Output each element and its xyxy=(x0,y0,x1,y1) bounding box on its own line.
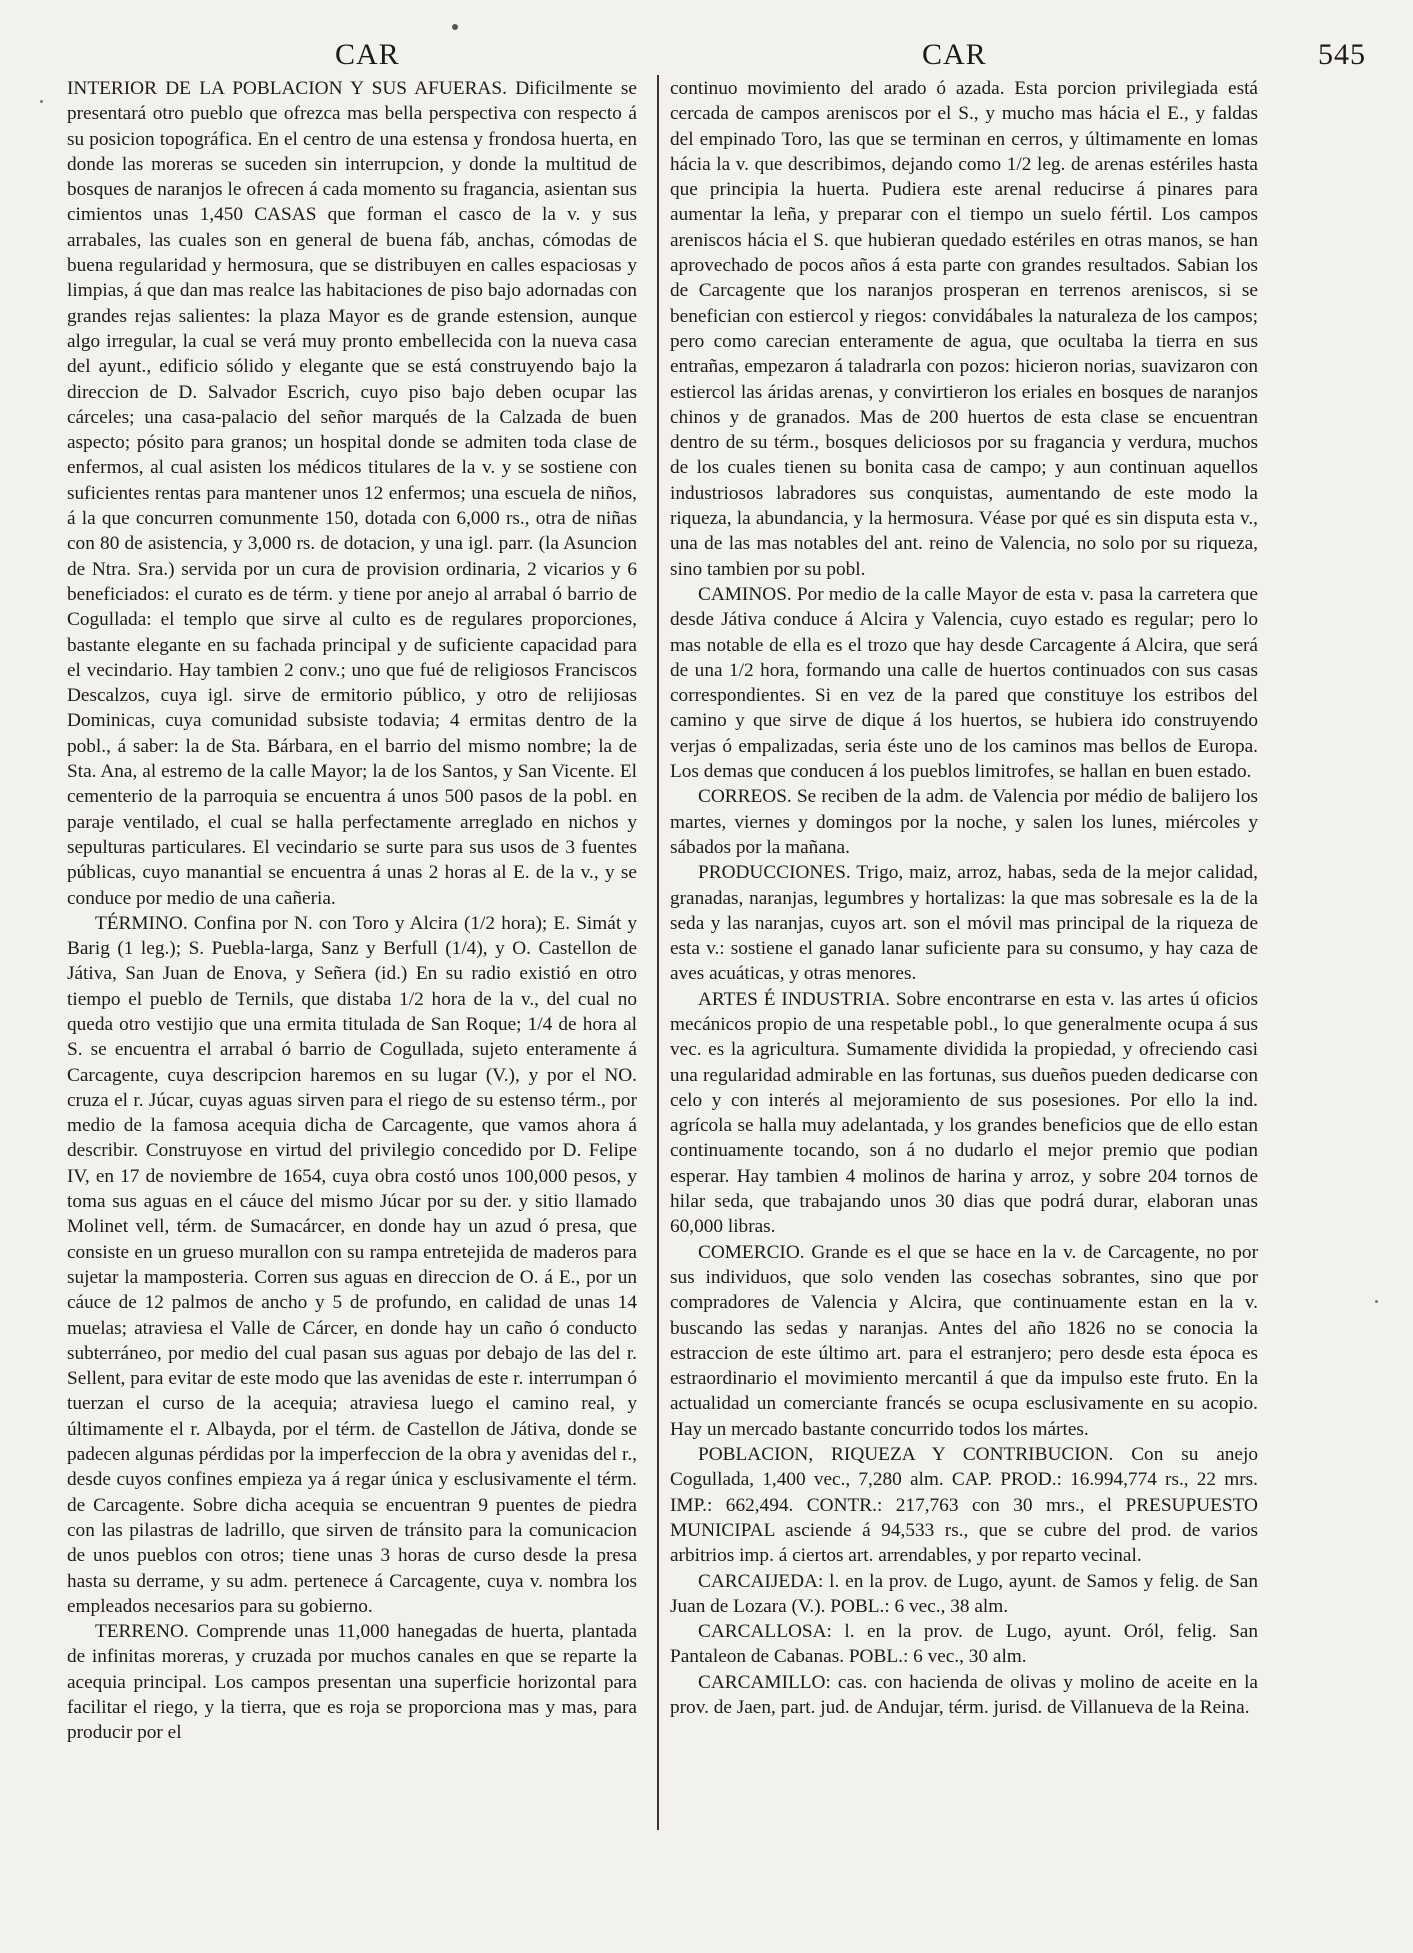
running-header-left: CAR xyxy=(335,38,400,71)
paragraph-termino: TÉRMINO. Confina por N. con Toro y Alcira (1/2 hora); E. Simát y Barig (1 leg.); S. Puebla-larga, Sanz y Berfull (1/4), y O. Castellon de Játiva, San Juan de Enova, y Señera (id.) En su radio existió en otro tiempo el pueblo de Ternils, que distaba 1/2 hora de la v., del cual no queda otro vestijio que una ermita titulada de San Roque; 1/4 de hora al S. se encuentra el arrabal ó barrio de Cogullada, sujeto enteramente á Carcagente, cuya descripcion haremos en su lugar (V.), y por el NO. cruza el r. Júcar, cuyas aguas sirven para el riego de su estenso térm., por medio de la famosa acequia dicha de Carcagente, que vamos ahora á describir. Construyose en virtud del privilegio concedido por D. Felipe IV, en 17 de noviembre de 1654, cuya obra costó unos 100,000 pesos, y toma sus aguas en el cáuce del mismo Júcar por su der. y sitio llamado Molinet vell, térm. de Sumacárcer, en donde hay un azud ó presa, que consiste en un grueso murallon con su rampa entretejida de maderos para sujetar la mamposteria. Corren sus aguas en direccion de O. á E., por un cáuce de 12 palmos de ancho y 5 de profundo, en calidad de unas 14 muelas; atraviesa el Valle de Cárcer, en donde hay un caño ó conducto subterráneo, por medio del cual pasan sus aguas por debajo de las del r. Sellent, para evitar de este modo que las avenidas de este r. interrumpan ó tuerzan el curso de la acequia; atraviesa luego el camino real, y últimamente el r. Albayda, por el térm. de Castellon de Játiva, donde se padecen algunas pérdidas por la imperfeccion de la obra y avenidas del r., desde cuyos confines empieza ya á regar única y esclusivamente el térm. de Carcagente. Sobre dicha acequia se encuentran 9 puentes de piedra con las pilastras de ladrillo, que sirven de tránsito para la comunicacion de unos pueblos con otros; tiene unas 3 horas de curso desde la presa hasta su derrame, y su adm. pertenece á Carcagente, cuya v. nombra los empleados necesarios para su gobierno. xyxy=(67,912,637,1617)
page-number: 545 xyxy=(1318,38,1366,71)
entry-carcamillo: CARCAMILLO: cas. con hacienda de olivas y molino de aceite en la prov. de Jaen, part. jud. de Andujar, térm. jurisd. de Villanueva de la Reina. xyxy=(670,1671,1258,1718)
ink-speck xyxy=(1375,1300,1378,1303)
paragraph-terreno: TERRENO. Comprende unas 11,000 hanegadas de huerta, plantada de infinitas moreras, y cruzada por muchos canales en que se reparte la acequia principal. Los campos presentan una superficie horizontal para facilitar el riego, y la tierra, que es roja se proporciona mas y mas, para producir por el xyxy=(67,1621,637,1744)
paragraph-interior: INTERIOR DE LA POBLACION Y SUS AFUERAS. Dificilmente se presentará otro pueblo que ofrezca mas bella perspectiva con respecto á su posicion topográfica. En el centro de una estensa y frondosa huerta, en donde las moreras se suceden sin interrupcion, y donde la multitud de bosques de naranjos le ofrecen á cada momento su fragancia, asientan sus cimientos unas 1,450 CASAS que forman el casco de la v. y sus arrabales, las cuales son en general de buena fáb, anchas, cómodas de buena regularidad y hermosura, que se distribuyen en calles espaciosas y limpias, á que dan mas realce las habitaciones de piso bajo adornadas con grandes rejas salientes: la plaza Mayor es de grande estension, aunque algo irregular, la cual se verá muy pronto embellecida con la nueva casa del ayunt., edificio sólido y elegante que se está construyendo bajo la direccion de D. Salvador Escrich, cuyo piso bajo deben ocupar las cárceles; una casa-palacio del señor marqués de la Calzada de buen aspecto; pósito para granos; un hospital donde se admiten toda clase de enfermos, al cual asisten los médicos titulares de la v. y se sostiene con suficientes rentas para mantener unos 12 enfermos; una escuela de niños, á la que concurren comunmente 150, dotada con 6,000 rs., otra de niñas con 80 de asistencia, y 3,000 rs. de dotacion, y una igl. parr. (la Asuncion de Ntra. Sra.) servida por un cura de provision ordinaria, 2 vicarios y 6 beneficiados: el curato es de térm. y tiene por anejo al arrabal ó barrio de Cogullada: el templo que sirve al culto es de regulares proporciones, bastante elegante en su fachada principal y de suficiente capacidad para el vecindario. Hay tambien 2 conv.; uno que fué de religiosos Franciscos Descalzos, cuya igl. sirve de ermitorio público, y otro de relijiosas Dominicas, cuya comunidad subsiste todavia; 4 ermitas dentro de la pobl., á saber: la de Sta. Bárbara, en el barrio del mismo nombre; la de Sta. Ana, al estremo de la calle Mayor; la de los Santos, y San Vicente. El cementerio de la parroquia se encuentra á unos 500 pasos de la pobl. en paraje ventilado, el cual se halla perfectamente arreglado en nichos y sepulturas particulares. El vecindario se surte para sus usos de 3 fuentes públicas, cuyo manantial se encuentra á unas 2 horas al E. de la v., y se conduce por medio de una cañeria. xyxy=(67,78,637,909)
ink-blot xyxy=(452,24,458,30)
paragraph-producciones: PRODUCCIONES. Trigo, maiz, arroz, habas, seda de la mejor calidad, granadas, naranjas, legumbres y hortalizas: la que mas sobresale es la de la seda y las naranjas, cuyos art. son el móvil mas principal de la riqueza de esta v.: sostiene el ganado lanar suficiente para su consumo, y hay caza de aves acuáticas, y otras menores. xyxy=(670,862,1258,985)
left-column xyxy=(67,76,637,1746)
paragraph-comercio: COMERCIO. Grande es el que se hace en la v. de Carcagente, no por sus individuos, que solo venden las cosechas sobrantes, sino que por compradores de Valencia y Alcira, que continuamente estan en la v. buscando las sedas y naranjas. Antes del año 1826 no se conocia la estraccion de este último art. para el estranjero; pero desde esta época es estraordinario el movimiento mercantil á que da impulso este fruto. En la actualidad un comerciante francés se ocupa esclusivamente en su acopio. Hay un mercado bastante concurrido todos los mártes. xyxy=(670,1241,1258,1440)
right-column xyxy=(670,76,1258,1720)
paragraph-continuation: continuo movimiento del arado ó azada. Esta porcion privilegiada está cercada de campos areniscos por el S., y mucho mas hácia el E., y faldas del empinado Toro, las que se terminan en cerros, y últimamente en lomas hácia la v. que describimos, dejando como 1/2 leg. de arenas estériles hasta que principia la huerta. Pudiera este arenal reducirse á pinares para aumentar la leña, y preparar con el tiempo un suelo fértil. Los campos areniscos hácia el S. que hubieran quedado estériles en otras manos, se han aprovechado de pocos años á esta parte con grandes resultados. Sabian los de Carcagente que los naranjos prosperan en terrenos areniscos, si se benefician con estiercol y riegos: convidábales la naturaleza de los campos; pero como carecian enteramente de agua, que ocultaba la tierra en sus entrañas, empezaron á taladrarla con pozos: hicieron norias, suavizaron con estiercol las áridas arenas, y convirtieron los eriales en bosques de naranjos chinos y de granados. Mas de 200 huertos de esta clase se encuentran dentro de su térm., bosques deliciosos por su fragancia y verdura, muchos de los cuales tienen su bonita casa de campo; y aun continuan aquellos industriosos labradores sus conquistas, aumentando de este modo la riqueza, la abundancia, y la hermosura. Véase por qué es sin disputa esta v., una de las mas notables del ant. reino de Valencia, no solo por su riqueza, sino tambien por su pobl. xyxy=(670,78,1258,580)
column-divider xyxy=(657,75,659,1830)
entry-carcallosa: CARCALLOSA: l. en la prov. de Lugo, ayunt. Oról, felig. San Pantaleon de Cabanas. POBL.: 6 vec., 30 alm. xyxy=(670,1621,1258,1668)
paragraph-correos: CORREOS. Se reciben de la adm. de Valencia por médio de balijero los martes, viernes y domingos por la noche, y salen los lunes, miércoles y sábados por la mañana. xyxy=(670,786,1258,858)
paragraph-artes: ARTES É INDUSTRIA. Sobre encontrarse en esta v. las artes ú oficios mecánicos propio de una respetable pobl., lo que generalmente ocupa á sus vec. es la agricultura. Sumamente dividida la propiedad, y ofreciendo casi una regularidad admirable en las fortunas, sus dueños pueden dedicarse con celo y con interés al mejoramiento de sus posesiones. Por ello la ind. agrícola se halla muy adelantada, y los grandes beneficios que de ello estan continuamente tocando, son á no dudarlo el mejor premio que podian esperar. Hay tambien 4 molinos de harina y arroz, y sobre 204 tornos de hilar seda, que trabajando unos 30 dias que podrá durar, elaboran unas 60,000 libras. xyxy=(670,988,1258,1238)
ink-speck xyxy=(40,100,43,103)
paragraph-poblacion: POBLACION, RIQUEZA Y CONTRIBUCION. Con su anejo Cogullada, 1,400 vec., 7,280 alm. CAP. PROD.: 16.994,774 rs., 22 mrs. IMP.: 662,494. CONTR.: 217,763 con 30 mrs., el PRESUPUESTO MUNICIPAL asciende á 94,533 rs., que se cubre del prod. de varios arbitrios imp. á ciertos art. arrendables, y por reparto vecinal. xyxy=(670,1444,1258,1567)
running-header-center: CAR xyxy=(922,38,987,71)
paragraph-caminos: CAMINOS. Por medio de la calle Mayor de esta v. pasa la carretera que desde Játiva conduce á Alcira y Valencia, cuyo estado es regular; pero lo mas notable de ella es el trozo que hay desde Carcagente á Alcira, que será de una 1/2 hora, formando una calle de huertos continuados con sus casas correspondientes. Si en vez de la pared que constituye los estribos del camino y que sirve de dique á los huertos, se hubiera ido construyendo verjas ó empalizadas, seria éste uno de los caminos mas bellos de Europa. Los demas que conducen á los pueblos limitrofes, se hallan en buen estado. xyxy=(670,583,1258,783)
entry-carcaijeda: CARCAIJEDA: l. en la prov. de Lugo, ayunt. de Samos y felig. de San Juan de Lozara (V.). POBL.: 6 vec., 38 alm. xyxy=(670,1570,1258,1617)
